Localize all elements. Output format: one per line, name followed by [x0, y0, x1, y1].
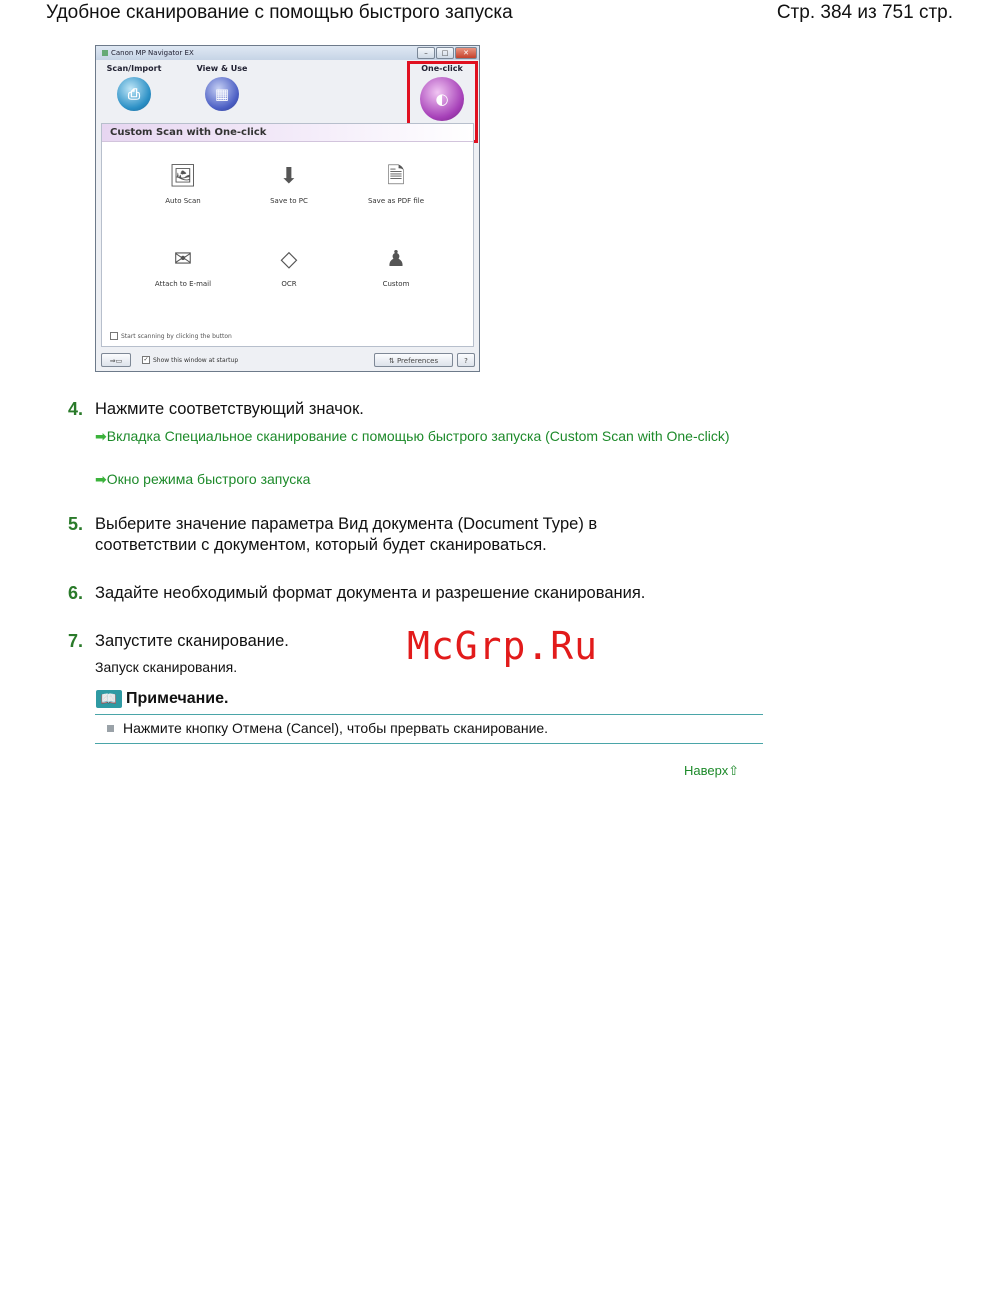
email-icon: ✉ — [173, 247, 193, 272]
custom-scan-panel — [101, 123, 474, 347]
start-scan-label: Start scanning by clicking the button — [121, 332, 232, 340]
preferences-label: Preferences — [396, 357, 439, 365]
ocr-icon: ◇ — [280, 247, 298, 272]
window-titlebar — [96, 46, 479, 60]
page-title: Удобное сканирование с помощью быстрого запуска — [46, 2, 513, 23]
link-one-click-window[interactable] — [95, 470, 745, 488]
step-7-subtext: Запуск сканирования. — [95, 659, 238, 675]
window-footer — [96, 349, 479, 371]
back-to-top-link[interactable] — [684, 763, 739, 779]
arrow-up-icon: ⇧ — [728, 763, 740, 778]
maximize-button[interactable]: □ — [436, 47, 454, 59]
step-number: 7. — [68, 631, 84, 651]
function-label: Save as PDF file — [367, 197, 425, 205]
book-icon: 📖 — [96, 690, 122, 708]
window-title: Canon MP Navigator EX — [111, 49, 194, 57]
function-label: Custom — [382, 280, 410, 288]
watermark: McGrp.Ru — [407, 624, 599, 668]
bullet-icon — [107, 725, 114, 732]
function-label: OCR — [281, 280, 297, 288]
tab-scan-import[interactable] — [94, 64, 174, 111]
link-custom-scan-tab[interactable] — [95, 427, 740, 445]
save-as-pdf-button[interactable] — [351, 162, 441, 205]
window-controls — [417, 47, 477, 59]
start-scan-checkbox[interactable] — [110, 332, 118, 340]
auto-scan-icon: 🖼 — [169, 164, 197, 189]
scanner-icon: ⎙ — [117, 77, 151, 111]
tab-label: Scan/Import — [106, 64, 162, 73]
note-heading — [96, 690, 228, 708]
save-to-pc-icon: ⬇ — [279, 164, 299, 189]
start-scan-option[interactable] — [110, 332, 232, 340]
app-icon — [102, 50, 108, 56]
link-text: Вкладка Специальное сканирование с помощью быстрого запуска (Custom Scan with One-click) — [106, 428, 730, 444]
save-to-pc-button[interactable] — [244, 162, 334, 205]
step-text: Нажмите соответствующий значок. — [95, 400, 364, 418]
mouse-icon: ◐ — [420, 77, 464, 121]
arrow-right-icon: ➡ — [95, 428, 107, 444]
note-title: Примечание. — [126, 690, 229, 707]
panel-title: Custom Scan with One-click — [102, 124, 473, 142]
function-label: Auto Scan — [165, 197, 201, 205]
note-bottom-rule — [95, 743, 763, 744]
step-number: 6. — [68, 583, 84, 603]
minimize-button[interactable]: – — [417, 47, 435, 59]
grid-icon: ▦ — [205, 77, 239, 111]
show-at-startup-label: Show this window at startup — [153, 356, 239, 364]
arrow-right-icon: ➡ — [95, 471, 107, 487]
tab-label: One-click — [421, 64, 463, 73]
step-number: 5. — [68, 514, 84, 534]
show-at-startup-option[interactable] — [142, 356, 238, 364]
auto-scan-button[interactable] — [138, 162, 228, 205]
pdf-icon: 🗎 — [387, 164, 405, 189]
close-button[interactable]: ✕ — [455, 47, 477, 59]
preferences-icon: ⇅ — [388, 357, 397, 365]
tab-view-use[interactable] — [182, 64, 262, 111]
step-text: Выберите значение параметра Вид документа (Document Type) в соответствии с документом, который будет сканироваться. — [95, 515, 598, 554]
attach-email-button[interactable] — [138, 245, 228, 288]
function-label: Save to PC — [270, 197, 308, 205]
step-text: Запустите сканирование. — [95, 632, 289, 650]
step-text: Задайте необходимый формат документа и разрешение сканирования. — [95, 584, 646, 602]
note-text: Нажмите кнопку Отмена (Cancel), чтобы прервать сканирование. — [123, 720, 549, 736]
function-label: Attach to E-mail — [154, 280, 212, 288]
switch-mode-button[interactable]: ⇒▭ — [101, 353, 131, 367]
link-text: Окно режима быстрого запуска — [106, 471, 311, 487]
help-button[interactable]: ? — [457, 353, 475, 367]
show-at-startup-checkbox[interactable]: ✓ — [143, 356, 149, 363]
mp-navigator-window — [95, 45, 480, 372]
preferences-button[interactable] — [374, 353, 453, 367]
ocr-button[interactable] — [244, 245, 334, 288]
step-number: 4. — [68, 399, 84, 419]
tab-label: View & Use — [196, 64, 248, 73]
back-to-top-label: Наверх — [684, 763, 729, 778]
note-item — [107, 720, 548, 736]
page-counter: Стр. 384 из 751 стр. — [776, 2, 953, 23]
custom-icon: ♟ — [386, 247, 406, 272]
custom-button[interactable] — [351, 245, 441, 288]
note-top-rule — [95, 714, 763, 715]
